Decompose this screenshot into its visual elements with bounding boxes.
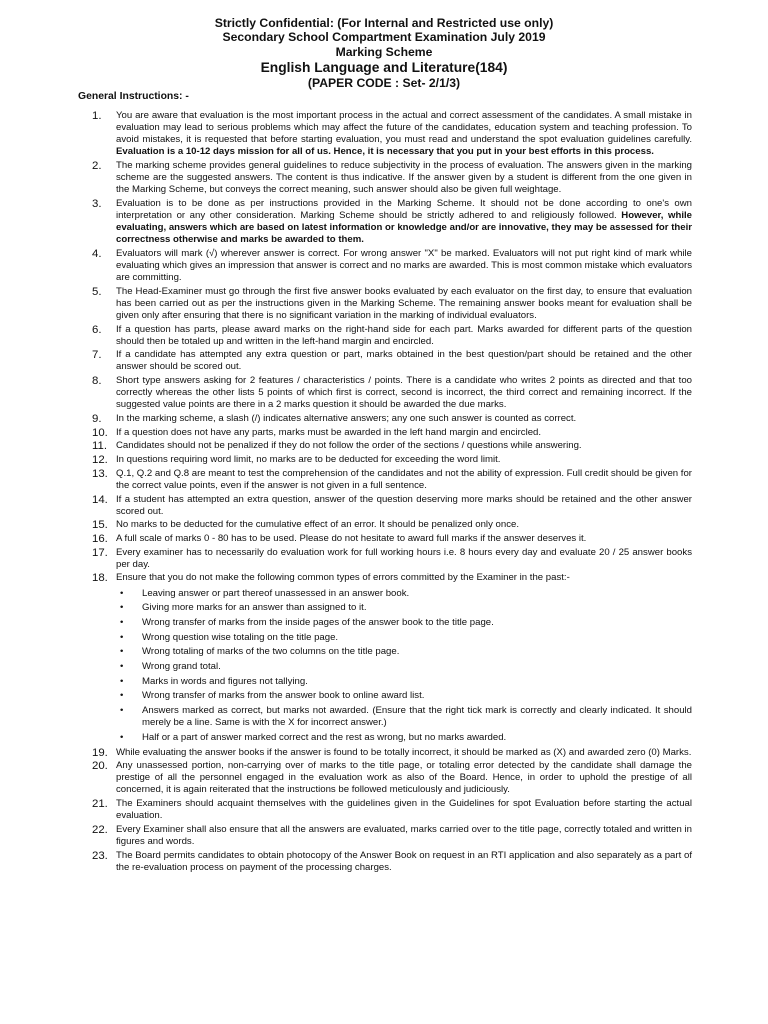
common-error-bullet-item (116, 646, 692, 658)
instruction-text: Short type answers asking for 2 features / characteristics / points. There is a candidate who writes 2 points as directed and that too correctly whereas the other lists 5 points of which first is correct, second is incorrect, the third correct and remaining incorrect. If the suggested value points are there in a 2 marks question it should be awarded the due marks. (116, 375, 692, 411)
instruction-text: Q.1, Q.2 and Q.8 are meant to test the comprehension of the candidates and not the ability of expression. Full credit should be given for the correct value points, even if the answer is not given in a full sentence. (116, 467, 692, 491)
bullet-icon: • (120, 705, 124, 717)
instructions-list (92, 110, 692, 875)
instruction-item (92, 850, 692, 874)
instruction-text: A full scale of marks 0 - 80 has to be used. Please do not hesitate to award full marks if the answer deserves it. (116, 533, 587, 544)
instruction-number: 1. (92, 110, 102, 122)
bullet-text: Half or a part of answer marked correct and the rest as wrong, but no marks awarded. (142, 731, 507, 743)
instruction-item (92, 413, 692, 425)
instruction-text: The Examiners should acquaint themselves with the guidelines given in the Guidelines for spot Evaluation before starting the actual evaluation. (116, 798, 692, 822)
instruction-item (92, 519, 692, 531)
instruction-text: The Head-Examiner must go through the first five answer books evaluated by each evaluator on the first day, to ensure that evaluation has been carried out as per the instructions given in the Marking Scheme. The remaining answer books meant for evaluation shall be given only after ensuring that there is no significant variation in the marking of individual evaluators. (116, 285, 692, 321)
instruction-item (92, 110, 692, 158)
bullet-icon: • (120, 731, 124, 743)
bullet-text: Wrong transfer of marks from the inside pages of the answer book to the title page. (142, 616, 494, 628)
instruction-item (92, 547, 692, 571)
instruction-text: If a question does not have any parts, marks must be awarded in the left hand margin and encircled. (116, 426, 542, 438)
instruction-bold-text: However, while evaluating, answers which are based on latest information or knowledge and/or are innovative, they may be assessed for their correctness otherwise and marks be awarded to them. (116, 209, 692, 246)
common-error-bullet-item (116, 732, 692, 744)
instruction-item (92, 468, 692, 492)
common-error-bullet-item (116, 602, 692, 614)
instruction-text: Any unassessed portion, non-carrying over of marks to the title page, or totaling error detected by the candidate shall damage the prestige of all the personnel engaged in the evaluation work as also of the Board. Hence, in order to uphold the prestige of all concerned, it is again reiterated that the instructions be followed meticulously and judiciously. (116, 760, 692, 796)
instruction-text: The Board permits candidates to obtain photocopy of the Answer Book on request in an RTI application and also separately as a part of the re-evaluation process on payment of the processing charges. (116, 849, 692, 873)
instruction-number: 5. (92, 285, 102, 298)
bullet-icon: • (120, 675, 124, 687)
instruction-number: 18. (92, 572, 108, 585)
instruction-text: In the marking scheme, a slash (/) indicates alternative answers; any one such answer is counted as correct. (116, 413, 577, 424)
common-error-bullet-item (116, 617, 692, 629)
instruction-text: If a question has parts, please award marks on the right-hand side for each part. Marks awarded for different parts of the question should then be totaled up and written in the left-hand margin and encircled. (116, 323, 692, 347)
instruction-text: The marking scheme provides general guidelines to reduce subjectivity in the process of evaluation. The answers given in the marking scheme are the suggested answers. The content is thus indicative. If the answer given by a student is different from the one given in the Marking Scheme, but conveys the correct meaning, such answer should also be given full weightage. (116, 159, 692, 196)
instruction-number: 4. (92, 247, 102, 260)
common-errors-list (116, 588, 692, 744)
instruction-number: 22. (92, 823, 108, 836)
instruction-item (92, 160, 692, 196)
instruction-item (92, 454, 692, 466)
paper-code: (PAPER CODE : Set- 2/1/3) (307, 76, 461, 91)
instruction-number: 12. (92, 454, 108, 467)
instruction-number: 23. (92, 849, 108, 862)
instruction-text: No marks to be deducted for the cumulative effect of an error. It should be penalized only once. (116, 519, 519, 531)
instruction-number: 11. (92, 440, 107, 453)
bullet-icon: • (120, 661, 124, 672)
instruction-text: Evaluators will mark (√) wherever answer is correct. For wrong answer "X" be marked. Evaluators will not put right kind of mark while evaluating which gives an impression that answer is correct and no marks are awarded. This is most common mistake which evaluators are committing. (116, 247, 692, 283)
bullet-text: Marks in words and figures not tallying. (142, 675, 308, 687)
bullet-icon: • (120, 616, 124, 628)
instruction-number: 7. (92, 349, 102, 362)
instruction-number: 17. (92, 546, 108, 559)
bullet-icon: • (120, 631, 124, 643)
instruction-text: Evaluation is to be done as per instructions provided in the Marking Scheme. It should not be done according to one's own interpretation or any other consideration. Marking Scheme should be strictly adhered to and religiously followed. (116, 197, 692, 221)
instruction-item (92, 440, 692, 452)
instruction-text: If a student has attempted an extra question, answer of the question deserving more marks should be retained and the other answer scored out. (116, 493, 692, 517)
instruction-item (92, 760, 692, 796)
instruction-item (92, 798, 692, 822)
bullet-icon: • (120, 690, 124, 702)
instruction-text: You are aware that evaluation is the most important process in the actual and correct assessment of the candidates. A small mistake in evaluation may lead to serious problems which may affect the future of the candidates, education system and teaching profession. To avoid mistakes, it is requested that before starting evaluation, you must read and understand the spot evaluation guidelines carefully. (116, 110, 692, 146)
common-error-bullet-item (116, 588, 692, 600)
instruction-number: 14. (92, 493, 108, 506)
document-header (0, 16, 768, 91)
instruction-text: While evaluating the answer books if the answer is found to be totally incorrect, it should be marked as (X) and awarded zero (0) Marks. (116, 746, 692, 758)
instruction-item (92, 494, 692, 518)
instruction-text: Every Examiner shall also ensure that all the answers are evaluated, marks carried over to the title page, correctly totaled and written in figures and words. (116, 823, 692, 847)
instruction-number: 2. (92, 159, 102, 172)
bullet-text: Leaving answer or part thereof unassessed in an answer book. (142, 587, 410, 599)
common-error-bullet-item (116, 661, 692, 673)
bullet-text: Wrong totaling of marks of the two columns on the title page. (142, 646, 400, 658)
instruction-number: 3. (92, 197, 102, 210)
instruction-item (92, 747, 692, 759)
instruction-item (92, 286, 692, 322)
instruction-number: 21. (92, 798, 108, 811)
bullet-icon: • (120, 646, 124, 658)
instruction-text: Candidates should not be penalized if they do not follow the order of the sections / questions while answering. (116, 440, 582, 452)
common-error-bullet-item (116, 705, 692, 729)
instruction-text: Every examiner has to necessarily do evaluation work for full working hours i.e. 8 hours every day and evaluate 20 / 25 answer books per day. (116, 546, 692, 570)
instruction-item (92, 427, 692, 439)
instruction-item (92, 533, 692, 545)
bullet-text: Wrong question wise totaling on the title page. (142, 631, 339, 643)
instruction-item (92, 572, 692, 743)
instruction-number: 9. (92, 413, 102, 425)
bullet-text: Wrong grand total. (142, 661, 221, 672)
instruction-item (92, 324, 692, 348)
common-error-bullet-item (116, 632, 692, 644)
instruction-text: In questions requiring word limit, no marks are to be deducted for exceeding the word limit. (116, 454, 501, 466)
bullet-icon: • (120, 587, 124, 599)
common-error-bullet-item (116, 676, 692, 688)
instruction-item (92, 349, 692, 373)
instruction-item (92, 824, 692, 848)
instruction-number: 6. (92, 323, 102, 336)
instruction-text: If a candidate has attempted any extra question or part, marks obtained in the best question/part should be retained and the other answer should be scored out. (116, 349, 692, 373)
instruction-text: Ensure that you do not make the following common types of errors committed by the Examiner in the past:- (116, 572, 570, 584)
marking-scheme-title: Marking Scheme (335, 44, 433, 59)
bullet-icon: • (120, 602, 124, 614)
bullet-text: Giving more marks for an answer than assigned to it. (142, 602, 367, 614)
exam-title: Secondary School Compartment Examination July 2019 (222, 30, 546, 45)
confidential-line: Strictly Confidential: (For Internal and Restricted use only) (214, 16, 554, 30)
instruction-item (92, 248, 692, 284)
instruction-number: 8. (92, 375, 102, 388)
instruction-number: 13. (92, 467, 108, 480)
instruction-number: 15. (92, 519, 108, 532)
instruction-number: 19. (92, 746, 108, 759)
bullet-text: Answers marked as correct, but marks not awarded. (Ensure that the right tick mark is correctly and clearly indicated. It should merely be a line. Same is with the X for incorrect answer.) (142, 705, 692, 729)
instruction-number: 16. (92, 533, 108, 545)
instruction-number: 20. (92, 760, 108, 773)
instruction-number: 10. (92, 426, 108, 439)
instruction-bold-text: Evaluation is a 10-12 days mission for all of us. Hence, it is necessary that you put in your best efforts in this process. (116, 146, 654, 158)
instruction-item (92, 375, 692, 411)
subject-title: English Language and Literature(184) (260, 60, 508, 76)
general-instructions-heading: General Instructions: - (78, 91, 189, 102)
common-error-bullet-item (116, 690, 692, 702)
bullet-text: Wrong transfer of marks from the answer book to online award list. (142, 690, 425, 702)
instruction-item (92, 198, 692, 246)
